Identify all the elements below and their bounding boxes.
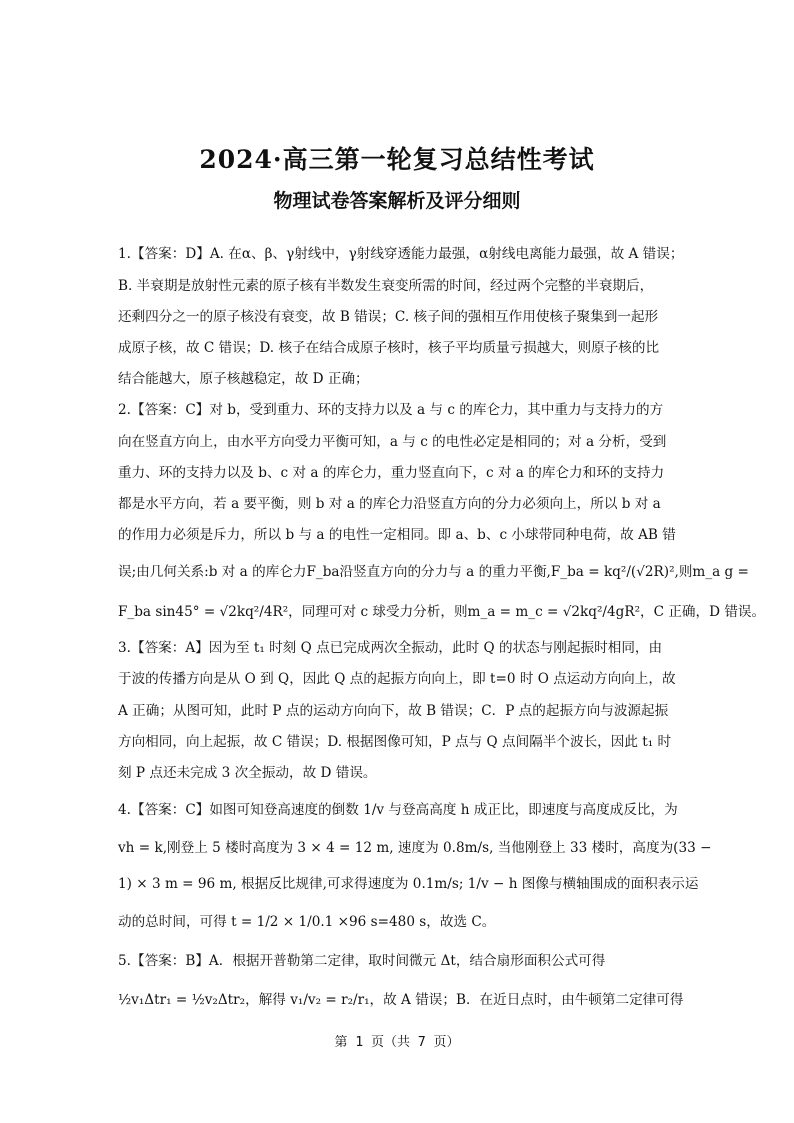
- answer-line: 误;由几何关系:b 对 a 的库仑力F_ba沿竖直方向的分力与 a 的重力平衡,F_ba = kq²/(√2R)²,则m_a g =: [118, 564, 749, 580]
- answer-line: 动的总时间，可得 t = 1/2 × 1/0.1 ×96 s=480 s，故选 C。: [118, 914, 496, 930]
- answer-line: 3.【答案：A】因为至 t₁ 时刻 Q 点已完成两次全振动，此时 Q 的状态与刚起振时相同，由: [118, 640, 663, 656]
- answer-line: 4.【答案：C】如图可知登高速度的倒数 1/v 与登高高度 h 成正比，即速度与高度成反比，为: [118, 802, 678, 818]
- answer-line: 刻 P 点还未完成 3 次全振动，故 D 错误。: [118, 765, 377, 781]
- answer-line: vh = k,刚登上 5 楼时高度为 3 × 4 = 12 m, 速度为 0.8m/s, 当他刚登上 33 楼时，高度为(33 −: [118, 840, 712, 856]
- answer-line: F_ba sin45° = √2kq²/4R²，同理可对 c 球受力分析，则m_a = m_c = √2kq²/4gR²，C 正确，D 错误。: [118, 604, 766, 620]
- answer-line: 1) × 3 m = 96 m, 根据反比规律,可求得速度为 0.1m/s; 1/v − h 图像与横轴围成的面积表示运: [118, 876, 699, 892]
- answer-line: 1.【答案：D】A. 在α、β、γ射线中，γ射线穿透能力最强，α射线电离能力最强，故 A 错误；: [118, 246, 684, 262]
- answer-line: 还剩四分之一的原子核没有衰变，故 B 错误；C. 核子间的强相互作用使核子聚集到一起形: [118, 309, 659, 325]
- answer-line: 重力、环的支持力以及 b、c 对 a 的库仑力，重力竖直向下，c 对 a 的库仑力和环的支持力: [118, 465, 665, 481]
- page-footer: 第 1 页（共 7 页）: [334, 1035, 460, 1050]
- answer-line: 方向相同，向上起振，故 C 错误；D. 根据图像可知，P 点与 Q 点间隔半个波长，因此 t₁ 时: [118, 734, 672, 750]
- answer-line: ½v₁Δtr₁ = ½v₂Δtr₂，解得 v₁/v₂ = r₂/r₁，故 A 错误；B．在近日点时，由牛顿第二定律可得: [118, 992, 684, 1008]
- answer-line: 结合能越大，原子核越稳定，故 D 正确；: [118, 371, 369, 387]
- answer-line: 都是水平方向，若 a 要平衡，则 b 对 a 的库仑力沿竖直方向的分力必须向上，所以 b 对 a: [118, 496, 661, 512]
- answer-line: 2.【答案：C】对 b，受到重力、环的支持力以及 a 与 c 的库仑力，其中重力与支持力的方: [118, 402, 664, 418]
- answer-line: A 正确；从图可知，此时 P 点的运动方向向下，故 B 错误；C．P 点的起振方向与波源起振: [118, 703, 669, 719]
- answer-line: 于波的传播方向是从 O 到 Q，因此 Q 点的起振方向向上，即 t=0 时 O 点运动方向向上，故: [118, 671, 676, 687]
- page-subtitle: 物理试卷答案解析及评分细则: [273, 190, 521, 212]
- page-title: 2024·高三第一轮复习总结性考试: [199, 145, 595, 174]
- answer-line: 向在竖直方向上，由水平方向受力平衡可知，a 与 c 的电性必定是相同的；对 a 分析，受到: [118, 434, 667, 450]
- answer-line: 5.【答案：B】A．根据开普勒第二定律，取时间微元 Δt，结合扇形面积公式可得: [118, 953, 606, 969]
- answer-line: 成原子核，故 C 错误；D. 核子在结合成原子核时，核子平均质量亏损越大，则原子核的比: [118, 340, 660, 356]
- answer-line: 的作用力必须是斥力，所以 b 与 a 的电性一定相同。即 a、b、c 小球带同种电荷，故 AB 错: [118, 527, 676, 543]
- answer-line: B. 半衰期是放射性元素的原子核有半数发生衰变所需的时间，经过两个完整的半衰期后，: [118, 278, 654, 294]
